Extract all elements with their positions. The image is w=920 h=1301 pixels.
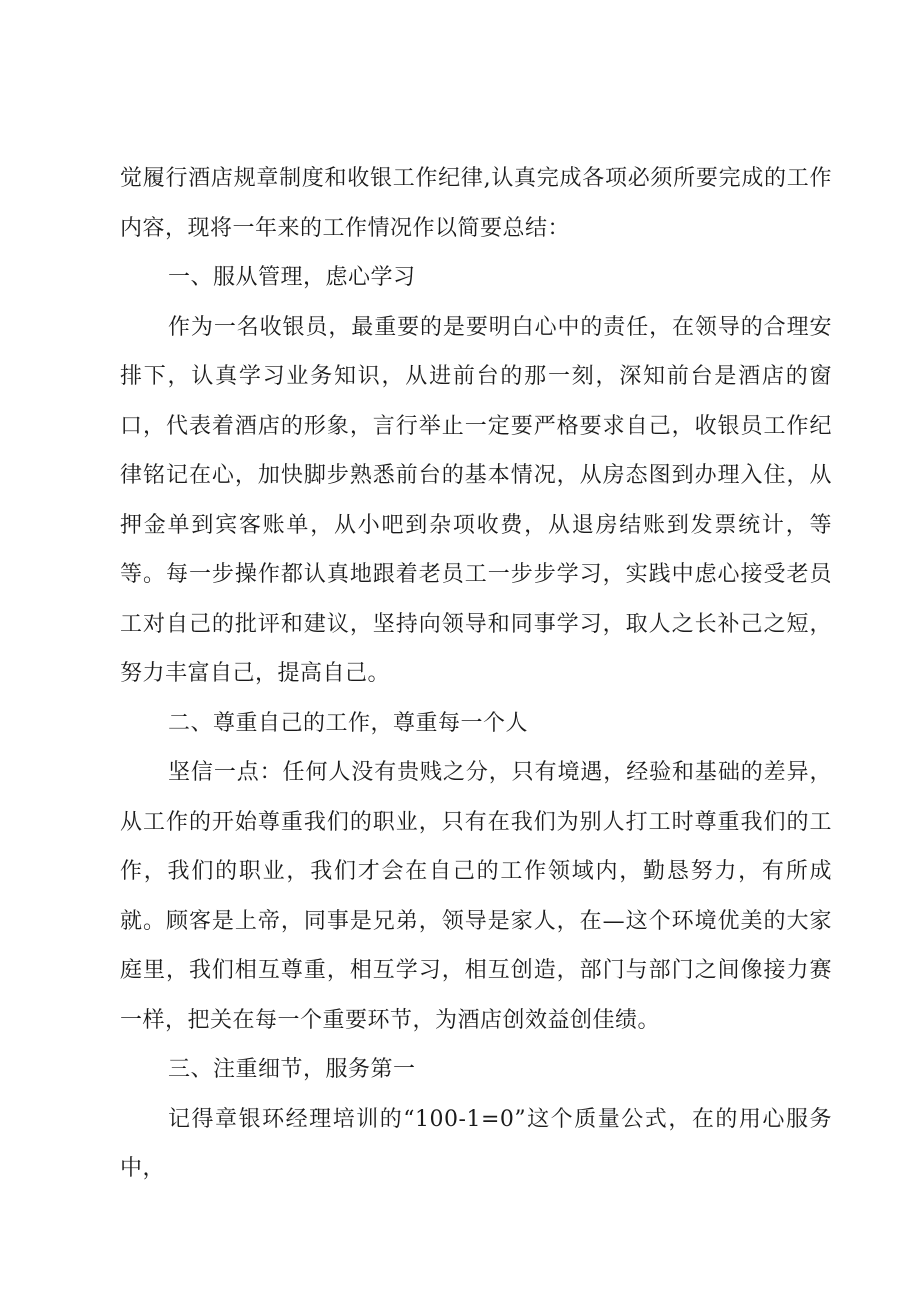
section-heading-1: 一、服从管理，虑心学习 [168,265,416,290]
document-body [120,154,832,1194]
section-heading-2: 二、尊重自己的工作，尊重每一个人 [168,710,529,736]
section-paragraph-2: 坚信一点：任何人没有贵贱之分，只有境遇，经验和基础的差异，从工作的开始尊重我们的职业，只有在我们为别人打工时尊重我们的工作，我们的职业，我们才会在自己的工作领域内，勤恳努力，有所成就。顾客是上帝，同事是兄弟，领导是家人，在—这个环境优美的大家庭里，我们相互尊重，相互学习，相互创造，部门与部门之间像接力赛一样，把关在每一个重要环节，为酒店创效益创佳绩。 [120,760,832,1033]
section-paragraph-3: 记得章银环经理培训的“100-1=0”这个质量公式，在的用心服务中， [120,1106,832,1181]
intro-paragraph: 觉履行酒店规章制度和收银工作纪律,认真完成各项必须所要完成的工作内容，现将一年来的工作情况作以简要总结： [120,166,832,241]
section-heading-3: 三、注重细节，服务第一 [168,1057,416,1082]
section-paragraph-1: 作为一名收银员，最重要的是要明白心中的责任，在领导的合理安排下，认真学习业务知识，从进前台的那一刻，深知前台是酒店的窗口，代表着酒店的形象，言行举止一定要严格要求自己，收银员工作纪律铭记在心，加快脚步熟悉前台的基本情况，从房态图到办理入住，从押金单到宾客账单，从小吧到杂项收费，从退房结账到发票统计，等等。每一步操作都认真地跟着老员工一步步学习，实践中虑心接受老员工对自己的批评和建议，坚持向领导和同事学习，取人之长补己之短，努力丰富自己，提高自己。 [120,314,832,686]
